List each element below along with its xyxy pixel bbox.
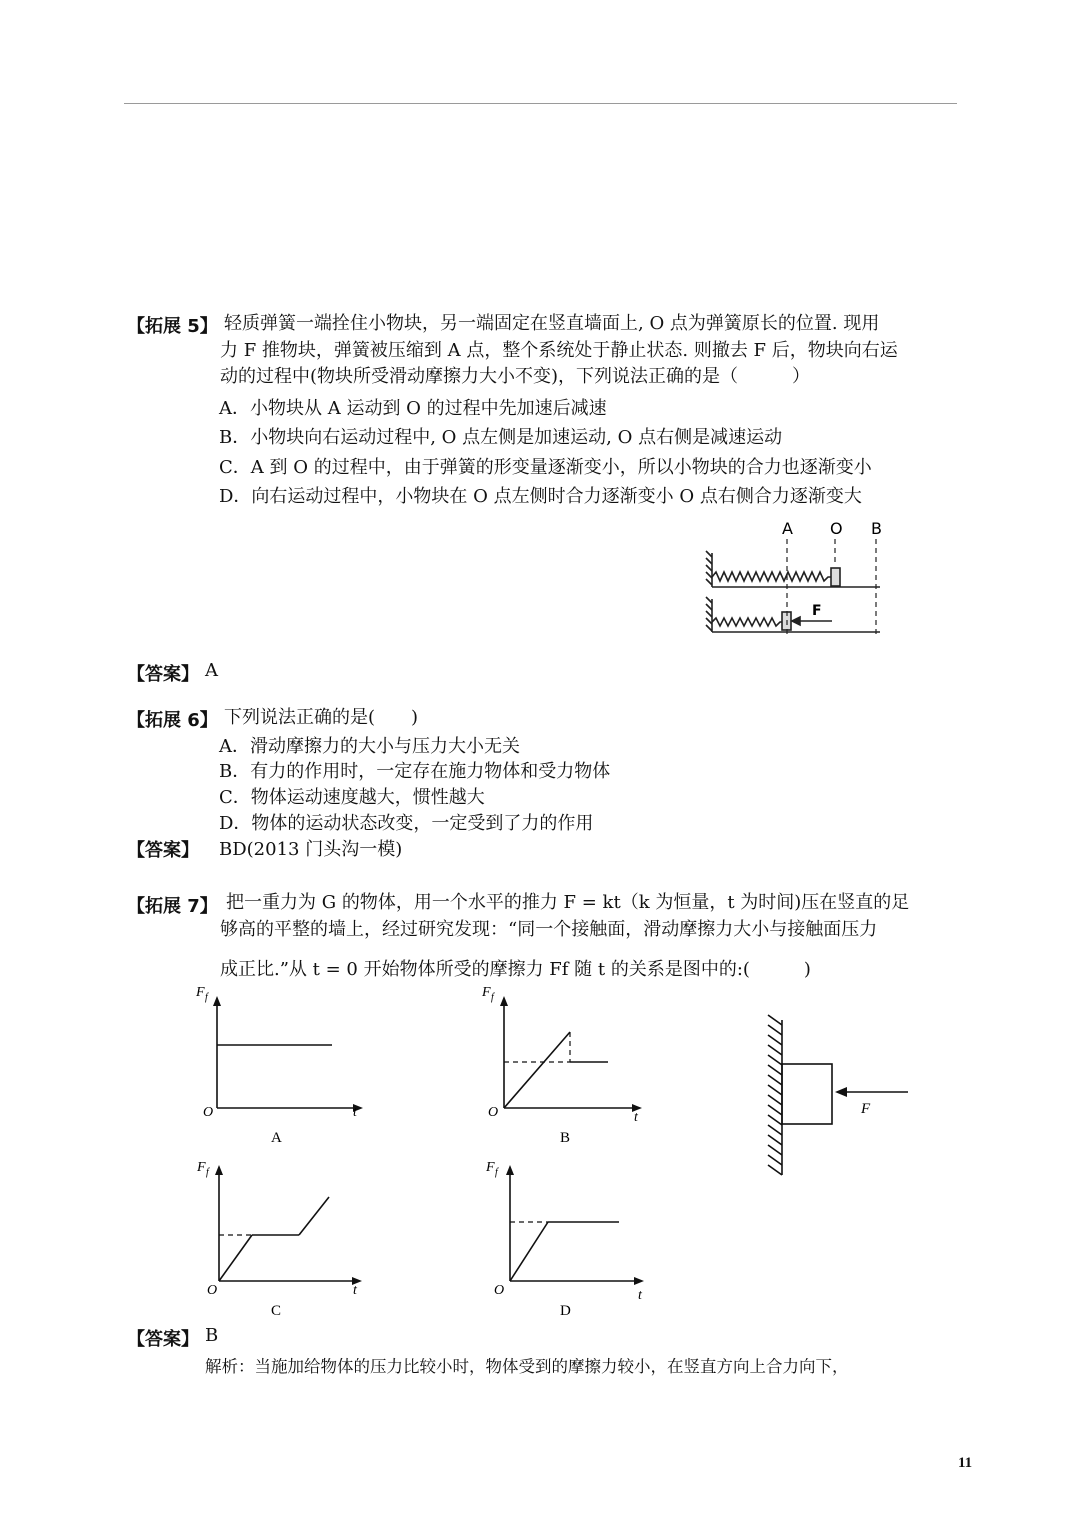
graph-b — [478, 980, 668, 1145]
graph-c-caption: C — [271, 1303, 282, 1319]
wall-figure — [755, 1015, 925, 1185]
ext7-answer: B — [205, 1325, 219, 1346]
ext6-tag: 【拓展 6】 — [127, 710, 218, 731]
spring-figure — [700, 515, 890, 645]
ext5-option-c: C．A 到 O 的过程中，由于弹簧的形变量逐渐变小，所以小物块的合力也逐渐变小 — [219, 457, 872, 478]
graph-c-y-sub: f — [206, 1167, 209, 1178]
graph-c-origin: O — [207, 1283, 218, 1298]
graph-a-y-sub: f — [205, 992, 208, 1003]
graph-d — [478, 1155, 668, 1320]
label-a: A — [782, 519, 793, 538]
graph-a-caption: A — [271, 1130, 282, 1146]
ext7-analysis: 解析：当施加给物体的压力比较小时，物体受到的摩擦力较小，在竖直方向上合力向下， — [205, 1357, 849, 1376]
ext5-line-3: 动的过程中(物块所受滑动摩擦力大小不变)，下列说法正确的是（ ） — [220, 366, 811, 387]
graph-d-y-label: F — [486, 1160, 495, 1175]
ext5-line-1: 轻质弹簧一端拴住小物块，另一端固定在竖直墙面上, O 点为弹簧原长的位置. 现用 — [224, 313, 880, 334]
graph-d-origin: O — [494, 1283, 505, 1298]
ext7-tag: 【拓展 7】 — [127, 896, 218, 917]
label-o: O — [830, 519, 843, 538]
label-b: B — [871, 519, 882, 538]
ext6-option-c: C．物体运动速度越大，惯性越大 — [219, 787, 485, 808]
page-number: 11 — [958, 1455, 973, 1471]
graph-a-origin: O — [203, 1105, 214, 1120]
graph-d-caption: D — [560, 1303, 571, 1319]
graph-a-y-label: F — [196, 985, 205, 1000]
ext5-line-2: 力 F 推物块，弹簧被压缩到 A 点，整个系统处于静止状态. 则撤去 F 后，物块向右运 — [220, 340, 898, 361]
ext5-option-b: B．小物块向右运动过程中, O 点左侧是加速运动, O 点右侧是减速运动 — [219, 427, 783, 448]
ext5-option-a: A．小物块从 A 运动到 O 的过程中先加速后减速 — [219, 398, 607, 419]
ext7-line-2: 够高的平整的墙上，经过研究发现：“同一个接触面，滑动摩擦力大小与接触面压力 — [220, 919, 878, 940]
ext5-tag: 【拓展 5】 — [127, 316, 218, 337]
ext6-answer: BD(2013 门头沟一模) — [219, 839, 403, 860]
label-f: F — [812, 603, 822, 619]
graph-b-origin: O — [488, 1105, 499, 1120]
graph-b-x-label: t — [634, 1110, 638, 1125]
ext5-answer-tag: 【答案】 — [127, 664, 199, 685]
ext6-option-d: D．物体的运动状态改变，一定受到了力的作用 — [219, 813, 594, 834]
ext6-answer-tag: 【答案】 — [127, 840, 199, 861]
graph-b-y-sub: f — [491, 992, 494, 1003]
ext6-option-b: B．有力的作用时，一定存在施力物体和受力物体 — [219, 761, 611, 782]
wall-force-label: F — [861, 1101, 871, 1117]
header-rule — [124, 103, 957, 104]
graph-c — [190, 1155, 380, 1320]
graph-b-caption: B — [560, 1130, 571, 1146]
graph-d-y-sub: f — [495, 1167, 498, 1178]
graph-b-y-label: F — [482, 985, 491, 1000]
ext7-answer-tag: 【答案】 — [127, 1329, 199, 1350]
graph-c-y-label: F — [197, 1160, 206, 1175]
ext5-option-d: D．向右运动过程中，小物块在 O 点左侧时合力逐渐变小 O 点右侧合力逐渐变大 — [219, 486, 862, 507]
graph-c-x-label: t — [353, 1283, 357, 1298]
ext7-line-3: 成正比.”从 t = 0 开始物体所受的摩擦力 Ff 随 t 的关系是图中的:( ) — [220, 959, 811, 980]
graph-a — [190, 980, 380, 1145]
ext6-question: 下列说法正确的是( ) — [224, 707, 419, 728]
ext6-option-a: A．滑动摩擦力的大小与压力大小无关 — [219, 736, 520, 757]
ext7-line-1: 把一重力为 G 的物体，用一个水平的推力 F = kt（k 为恒量，t 为时间)压在竖直的足 — [226, 892, 910, 913]
graph-a-x-label: t — [353, 1105, 357, 1120]
ext5-answer: A — [205, 660, 218, 681]
graph-d-x-label: t — [638, 1288, 642, 1303]
